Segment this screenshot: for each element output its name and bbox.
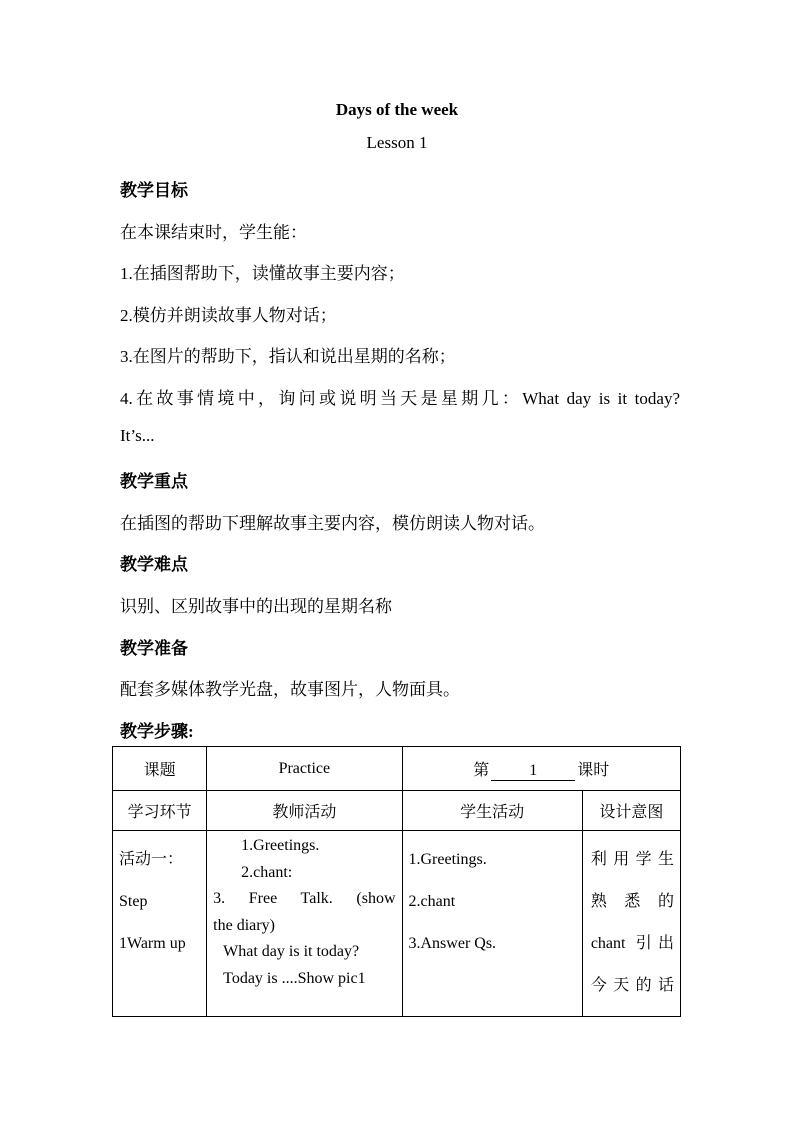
student-line: 2.chant — [408, 893, 456, 910]
key-points-heading: 教学重点 — [120, 472, 188, 491]
topic-value-cell: Practice — [207, 747, 402, 791]
header-teacher: 教师活动 — [207, 791, 402, 831]
period-cell — [402, 747, 681, 791]
table-row-warmup — [113, 831, 681, 1017]
header-student: 学生活动 — [402, 791, 582, 831]
difficulties-text: 识别、区别故事中的出现的星期名称 — [120, 597, 392, 616]
objective-item-4: 4.在故事情境中，询问或说明当天是星期几：What day is it today? — [120, 389, 680, 408]
header-intent: 设计意图 — [582, 791, 680, 831]
preparation-text: 配套多媒体教学光盘，故事图片，人物面具。 — [120, 680, 460, 699]
teacher-line: the diary) — [213, 916, 275, 934]
difficulties-heading: 教学难点 — [120, 555, 188, 574]
teacher-line: What day is it today? — [223, 943, 360, 960]
period-prefix: 第 — [473, 761, 490, 779]
intent-line: 今天的话 — [590, 977, 674, 994]
student-line: 1.Greetings. — [408, 851, 487, 868]
student-line: 3.Answer Qs. — [408, 935, 497, 952]
intent-cell — [582, 831, 680, 1017]
teacher-line: 3. Free Talk. (show — [213, 890, 396, 907]
steps-heading: 教学步骤: — [120, 722, 194, 741]
period-number: 1 — [491, 762, 575, 781]
table-row-headers — [113, 791, 681, 831]
table-row-topic — [113, 747, 681, 791]
student-activity-cell — [402, 831, 582, 1017]
stage-cell — [113, 831, 207, 1017]
topic-label-cell: 课题 — [113, 747, 207, 791]
stage-line: 活动一： — [119, 851, 184, 868]
key-points-text: 在插图的帮助下理解故事主要内容，模仿朗读人物对话。 — [120, 514, 545, 533]
intent-line: 利用学生 — [590, 851, 674, 868]
document-subtitle: Lesson 1 — [366, 133, 428, 152]
document-title: Days of the week — [335, 100, 459, 119]
teacher-line: Today is ....Show pic1 — [223, 969, 366, 987]
objective-item-2: 2.模仿并朗读故事人物对话； — [120, 306, 337, 325]
stage-line: Step — [119, 893, 148, 910]
header-stage: 学习环节 — [113, 791, 207, 831]
teacher-activity-cell — [207, 831, 402, 1017]
lesson-plan-table — [112, 746, 681, 1017]
preparation-heading: 教学准备 — [120, 639, 188, 658]
intent-line: 熟悉的 — [590, 893, 674, 910]
intent-line: chant 引出 — [590, 935, 674, 952]
objectives-intro: 在本课结束时，学生能： — [120, 223, 307, 242]
teacher-line: 1.Greetings. — [241, 837, 320, 854]
period-suffix: 课时 — [577, 761, 610, 779]
objective-item-1: 1.在插图帮助下，读懂故事主要内容； — [120, 264, 405, 283]
stage-line: 1Warm up — [119, 935, 186, 952]
teacher-line: 2.chant: — [241, 863, 293, 881]
objective-item-4-continued: It’s... — [120, 426, 155, 445]
objective-item-3: 3.在图片的帮助下，指认和说出星期的名称； — [120, 347, 456, 366]
objectives-heading: 教学目标 — [120, 181, 188, 200]
